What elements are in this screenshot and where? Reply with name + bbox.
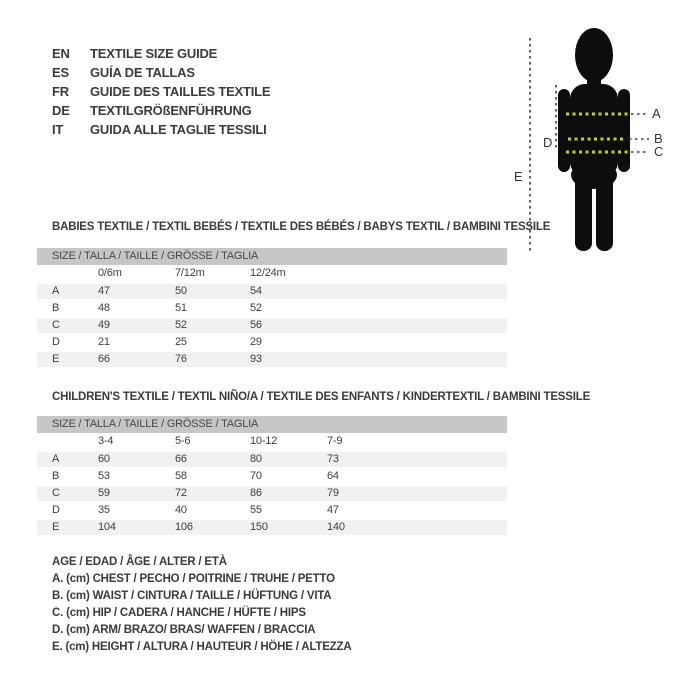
table-column-headers (37, 265, 507, 282)
hip-label: C (654, 144, 664, 159)
cell: 150 (250, 521, 268, 533)
legend-height-line: E. (cm) HEIGHT / ALTURA / HAUTEUR / HÖHE / ALTEZZA (52, 641, 352, 653)
cell: 51 (175, 302, 187, 314)
language-title: GUIDE DES TAILLES TEXTILE (90, 84, 271, 99)
language-row-en (52, 44, 270, 63)
legend-hip-line: C. (cm) HIP / CADERA / HANCHE / HÜFTE / HIPS (52, 607, 306, 619)
row-label: E (52, 521, 60, 533)
cell: 93 (250, 353, 262, 365)
cell: 76 (175, 353, 187, 365)
table-column-headers (37, 433, 507, 450)
language-code: ES (52, 65, 69, 80)
row-label: C (52, 319, 60, 331)
height-label: E (514, 169, 523, 184)
cell: 47 (327, 504, 339, 516)
measurement-legend (52, 554, 351, 656)
column-header: 7/12m (175, 267, 205, 279)
cell: 29 (250, 336, 262, 348)
legend-chest-line: A. (cm) CHEST / PECHO / POITRINE / TRUHE / PETTO (52, 573, 335, 585)
cell: 53 (98, 470, 110, 482)
table-row (37, 520, 507, 535)
row-label: D (52, 336, 60, 348)
column-header: 3-4 (98, 435, 114, 447)
table-row (37, 352, 507, 367)
language-title: TEXTILGRÖßENFÜHRUNG (90, 103, 252, 118)
legend-waist-line: B. (cm) WAIST / CINTURA / TAILLE / HÜFTUNG / VITA (52, 590, 332, 602)
column-header: 7-9 (327, 435, 343, 447)
cell: 86 (250, 487, 262, 499)
table-row (37, 318, 507, 333)
language-row-es (52, 63, 270, 82)
language-title: GUIDA ALLE TAGLIE TESSILI (90, 122, 267, 137)
table-row (37, 503, 507, 518)
cell: 80 (250, 453, 262, 465)
language-row-de (52, 101, 270, 120)
cell: 52 (175, 319, 187, 331)
language-code: DE (52, 103, 70, 118)
language-title: GUÍA DE TALLAS (90, 65, 195, 80)
cell: 50 (175, 285, 187, 297)
row-label: C (52, 487, 60, 499)
cell: 25 (175, 336, 187, 348)
chest-label: A (652, 106, 661, 121)
legend-age-line: AGE / EDAD / ÂGE / ALTER / ETÀ (52, 556, 227, 568)
cell: 59 (98, 487, 110, 499)
cell: 35 (98, 504, 110, 516)
children-size-table (37, 416, 507, 535)
table-row (37, 335, 507, 350)
column-header: 10-12 (250, 435, 278, 447)
language-code: FR (52, 84, 69, 99)
table-row (37, 284, 507, 299)
cell: 106 (175, 521, 193, 533)
cell: 47 (98, 285, 110, 297)
row-label: A (52, 453, 60, 465)
language-row-fr (52, 82, 270, 101)
cell: 64 (327, 470, 339, 482)
row-label: E (52, 353, 60, 365)
cell: 48 (98, 302, 110, 314)
column-header: 5-6 (175, 435, 191, 447)
language-code: EN (52, 46, 70, 61)
cell: 79 (327, 487, 339, 499)
language-title-list (52, 44, 270, 139)
cell: 66 (98, 353, 110, 365)
table-row (37, 452, 507, 467)
row-label: D (52, 504, 60, 516)
babies-size-table (37, 248, 507, 367)
cell: 70 (250, 470, 262, 482)
row-label: A (52, 285, 60, 297)
cell: 58 (175, 470, 187, 482)
table-row (37, 301, 507, 316)
table-row (37, 469, 507, 484)
cell: 49 (98, 319, 110, 331)
row-label: B (52, 470, 60, 482)
waist-label: B (654, 131, 663, 146)
row-label: B (52, 302, 60, 314)
table-row (37, 486, 507, 501)
cell: 72 (175, 487, 187, 499)
legend-arm-line: D. (cm) ARM/ BRAZO/ BRAS/ WAFFEN / BRACCIA (52, 624, 316, 636)
cell: 40 (175, 504, 187, 516)
children-section-title: CHILDREN'S TEXTILE / TEXTIL NIÑO/A / TEXTILE DES ENFANTS / KINDERTEXTIL / BAMBINI TESSILE (52, 391, 591, 403)
column-header: 0/6m (98, 267, 122, 279)
table-header-bar: SIZE / TALLA / TAILLE / GRÖSSE / TAGLIA (37, 416, 507, 433)
cell: 56 (250, 319, 262, 331)
cell: 52 (250, 302, 262, 314)
cell: 66 (175, 453, 187, 465)
cell: 21 (98, 336, 110, 348)
cell: 73 (327, 453, 339, 465)
babies-section-title: BABIES TEXTILE / TEXTIL BEBÉS / TEXTILE DES BÉBÉS / BABYS TEXTIL / BAMBINI TESSILE (52, 221, 551, 233)
cell: 55 (250, 504, 262, 516)
language-title: TEXTILE SIZE GUIDE (90, 46, 218, 61)
cell: 54 (250, 285, 262, 297)
language-code: IT (52, 122, 64, 137)
cell: 60 (98, 453, 110, 465)
cell: 104 (98, 521, 116, 533)
table-header-bar: SIZE / TALLA / TAILLE / GRÖSSE / TAGLIA (37, 248, 507, 265)
cell: 140 (327, 521, 345, 533)
language-row-it (52, 120, 270, 139)
arm-label: D (543, 135, 553, 150)
column-header: 12/24m (250, 267, 286, 279)
